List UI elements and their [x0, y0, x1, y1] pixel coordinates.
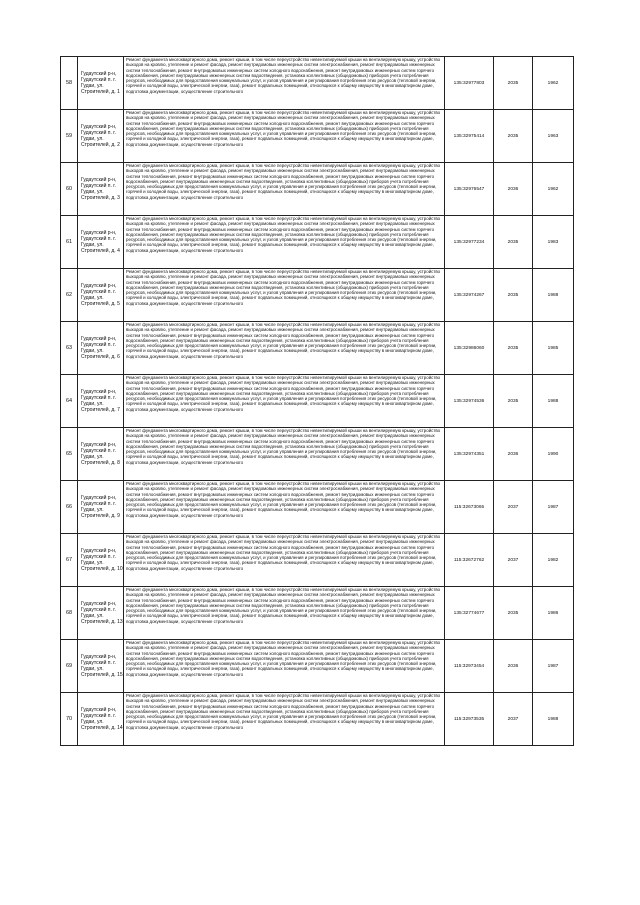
table-row [61, 110, 574, 163]
work-description [124, 640, 445, 693]
cadastral-number: 135:32975414 [445, 110, 494, 163]
row-number: 66 [61, 481, 78, 534]
house-address: Гудаутский р-н, Гудаутский п. г. Гудаи, ул. Строителей, д. 6 [78, 322, 124, 375]
repair-year: 2037 [494, 693, 533, 746]
table-row [61, 693, 574, 746]
repair-year: 2035 [494, 57, 533, 110]
house-address: Гудаутский р-н, Гудаутский п. г. Гудаи, ул. Строителей, д. 4 [78, 216, 124, 269]
cadastral-number: 115:32672762 [445, 534, 494, 587]
work-description-text: Ремонт фундамента многоквартирного дома, ремонт крыши, в том числе переустройство невентилируемой крыши на вентилируемую крышу, устройство выходов на кровлю, утепление и ремонт фасада, ремонт внутридомовых инженерных систем электроснабжения, ремонт внутридомовых инженерных систем теплоснабжения, ремонт внутридомовых инженерных систем холодного водоснабжения, ремонт внутридомовых инженерных систем горячего водоснабжения, ремонт внутридомовых инженерных систем водоотведения, установка коллективных (общедомовых) приборов учета потребления ресурсов, необходимых для предоставления коммунальных услуг, и узлов управления и регулирования потребления этих ресурсов (тепловой энергии, горячей и холодной воды, электрической энергии, газа), ремонт подвальных помещений, относящихся к общему имуществу в многоквартирном доме, подготовка документации, осуществление строительного [126, 534, 441, 571]
cadastral-number: 135:32976547 [445, 163, 494, 216]
cadastral-number: 135:32986060 [445, 322, 494, 375]
row-number: 59 [61, 110, 78, 163]
work-description-text: Ремонт фундамента многоквартирного дома, ремонт крыши, в том числе переустройство невентилируемой крыши на вентилируемую крышу, устройство выходов на кровлю, утепление и ремонт фасада, ремонт внутридомовых инженерных систем электроснабжения, ремонт внутридомовых инженерных систем теплоснабжения, ремонт внутридомовых инженерных систем холодного водоснабжения, ремонт внутридомовых инженерных систем горячего водоснабжения, ремонт внутридомовых инженерных систем водоотведения, установка коллективных (общедомовых) приборов учета потребления ресурсов, необходимых для предоставления коммунальных услуг, и узлов управления и регулирования потребления этих ресурсов (тепловой энергии, горячей и холодной воды, электрической энергии, газа), ремонт подвальных помещений, относящихся к общему имуществу в многоквартирном доме, подготовка документации, осуществление строительного [126, 322, 441, 359]
work-description-text: Ремонт фундамента многоквартирного дома, ремонт крыши, в том числе переустройство невентилируемой крыши на вентилируемую крышу, устройство выходов на кровлю, утепление и ремонт фасада, ремонт внутридомовых инженерных систем электроснабжения, ремонт внутридомовых инженерных систем теплоснабжения, ремонт внутридомовых инженерных систем холодного водоснабжения, ремонт внутридомовых инженерных систем горячего водоснабжения, ремонт внутридомовых инженерных систем водоотведения, установка коллективных (общедомовых) приборов учета потребления ресурсов, необходимых для предоставления коммунальных услуг, и узлов управления и регулирования потребления этих ресурсов (тепловой энергии, горячей и холодной воды, электрической энергии, газа), ремонт подвальных помещений, относящихся к общему имуществу в многоквартирном доме, подготовка документации, осуществление строительного [126, 163, 441, 200]
work-description [124, 375, 445, 428]
work-description-text: Ремонт фундамента многоквартирного дома, ремонт крыши, в том числе переустройство невентилируемой крыши на вентилируемую крышу, устройство выходов на кровлю, утепление и ремонт фасада, ремонт внутридомовых инженерных систем электроснабжения, ремонт внутридомовых инженерных систем теплоснабжения, ремонт внутридомовых инженерных систем холодного водоснабжения, ремонт внутридомовых инженерных систем горячего водоснабжения, ремонт внутридомовых инженерных систем водоотведения, установка коллективных (общедомовых) приборов учета потребления ресурсов, необходимых для предоставления коммунальных услуг, и узлов управления и регулирования потребления этих ресурсов (тепловой энергии, горячей и холодной воды, электрической энергии, газа), ремонт подвальных помещений, относящихся к общему имуществу в многоквартирном доме, подготовка документации, осуществление строительного [126, 693, 441, 730]
work-description-text: Ремонт фундамента многоквартирного дома, ремонт крыши, в том числе переустройство невентилируемой крыши на вентилируемую крышу, устройство выходов на кровлю, утепление и ремонт фасада, ремонт внутридомовых инженерных систем электроснабжения, ремонт внутридомовых инженерных систем теплоснабжения, ремонт внутридомовых инженерных систем холодного водоснабжения, ремонт внутридомовых инженерных систем горячего водоснабжения, ремонт внутридомовых инженерных систем водоотведения, установка коллективных (общедомовых) приборов учета потребления ресурсов, необходимых для предоставления коммунальных услуг, и узлов управления и регулирования потребления этих ресурсов (тепловой энергии, горячей и холодной воды, электрической энергии, газа), ремонт подвальных помещений, относящихся к общему имуществу в многоквартирном доме, подготовка документации, осуществление строительного [126, 375, 441, 412]
house-address: Гудаутский р-н, Гудаутский п. г. Гудаи, ул. Строителей, д. 8 [78, 428, 124, 481]
repair-year: 2036 [494, 163, 533, 216]
table-row [61, 587, 574, 640]
capital-repair-table [60, 56, 574, 746]
work-description-text: Ремонт фундамента многоквартирного дома, ремонт крыши, в том числе переустройство невентилируемой крыши на вентилируемую крышу, устройство выходов на кровлю, утепление и ремонт фасада, ремонт внутридомовых инженерных систем электроснабжения, ремонт внутридомовых инженерных систем теплоснабжения, ремонт внутридомовых инженерных систем холодного водоснабжения, ремонт внутридомовых инженерных систем горячего водоснабжения, ремонт внутридомовых инженерных систем водоотведения, установка коллективных (общедомовых) приборов учета потребления ресурсов, необходимых для предоставления коммунальных услуг, и узлов управления и регулирования потребления этих ресурсов (тепловой энергии, горячей и холодной воды, электрической энергии, газа), ремонт подвальных помещений, относящихся к общему имуществу в многоквартирном доме, подготовка документации, осуществление строительного [126, 57, 441, 94]
row-number: 69 [61, 640, 78, 693]
table-row [61, 322, 574, 375]
work-description-text: Ремонт фундамента многоквартирного дома, ремонт крыши, в том числе переустройство невентилируемой крыши на вентилируемую крышу, устройство выходов на кровлю, утепление и ремонт фасада, ремонт внутридомовых инженерных систем электроснабжения, ремонт внутридомовых инженерных систем теплоснабжения, ремонт внутридомовых инженерных систем холодного водоснабжения, ремонт внутридомовых инженерных систем горячего водоснабжения, ремонт внутридомовых инженерных систем водоотведения, установка коллективных (общедомовых) приборов учета потребления ресурсов, необходимых для предоставления коммунальных услуг, и узлов управления и регулирования потребления этих ресурсов (тепловой энергии, горячей и холодной воды, электрической энергии, газа), ремонт подвальных помещений, относящихся к общему имуществу в многоквартирном доме, подготовка документации, осуществление строительного [126, 481, 441, 518]
cadastral-number: 115:32973454 [445, 640, 494, 693]
cadastral-number: 135:32774677 [445, 587, 494, 640]
repair-year: 2036 [494, 640, 533, 693]
table-row [61, 216, 574, 269]
house-address: Гудаутский р-н, Гудаутский п. г. Гудаи, ул. Строителей, д. 2 [78, 110, 124, 163]
cadastral-number: 135:32977803 [445, 57, 494, 110]
table-row [61, 534, 574, 587]
work-description-text: Ремонт фундамента многоквартирного дома, ремонт крыши, в том числе переустройство невентилируемой крыши на вентилируемую крышу, устройство выходов на кровлю, утепление и ремонт фасада, ремонт внутридомовых инженерных систем электроснабжения, ремонт внутридомовых инженерных систем теплоснабжения, ремонт внутридомовых инженерных систем холодного водоснабжения, ремонт внутридомовых инженерных систем горячего водоснабжения, ремонт внутридомовых инженерных систем водоотведения, установка коллективных (общедомовых) приборов учета потребления ресурсов, необходимых для предоставления коммунальных услуг, и узлов управления и регулирования потребления этих ресурсов (тепловой энергии, горячей и холодной воды, электрической энергии, газа), ремонт подвальных помещений, относящихся к общему имуществу в многоквартирном доме, подготовка документации, осуществление строительного [126, 110, 441, 147]
repair-year: 2035 [494, 216, 533, 269]
work-description [124, 534, 445, 587]
build-year: 1988 [533, 693, 574, 746]
cadastral-number: 135:32974536 [445, 375, 494, 428]
work-description [124, 322, 445, 375]
work-description-text: Ремонт фундамента многоквартирного дома, ремонт крыши, в том числе переустройство невентилируемой крыши на вентилируемую крышу, устройство выходов на кровлю, утепление и ремонт фасада, ремонт внутридомовых инженерных систем электроснабжения, ремонт внутридомовых инженерных систем теплоснабжения, ремонт внутридомовых инженерных систем холодного водоснабжения, ремонт внутридомовых инженерных систем горячего водоснабжения, ремонт внутридомовых инженерных систем водоотведения, установка коллективных (общедомовых) приборов учета потребления ресурсов, необходимых для предоставления коммунальных услуг, и узлов управления и регулирования потребления этих ресурсов (тепловой энергии, горячей и холодной воды, электрической энергии, газа), ремонт подвальных помещений, относящихся к общему имуществу в многоквартирном доме, подготовка документации, осуществление строительного [126, 269, 441, 306]
work-description-text: Ремонт фундамента многоквартирного дома, ремонт крыши, в том числе переустройство невентилируемой крыши на вентилируемую крышу, устройство выходов на кровлю, утепление и ремонт фасада, ремонт внутридомовых инженерных систем электроснабжения, ремонт внутридомовых инженерных систем теплоснабжения, ремонт внутридомовых инженерных систем холодного водоснабжения, ремонт внутридомовых инженерных систем горячего водоснабжения, ремонт внутридомовых инженерных систем водоотведения, установка коллективных (общедомовых) приборов учета потребления ресурсов, необходимых для предоставления коммунальных услуг, и узлов управления и регулирования потребления этих ресурсов (тепловой энергии, горячей и холодной воды, электрической энергии, газа), ремонт подвальных помещений, относящихся к общему имуществу в многоквартирном доме, подготовка документации, осуществление строительного [126, 428, 441, 465]
cadastral-number: 135:32974267 [445, 269, 494, 322]
build-year: 1963 [533, 110, 574, 163]
row-number: 64 [61, 375, 78, 428]
table-row [61, 163, 574, 216]
table-row [61, 269, 574, 322]
work-description [124, 481, 445, 534]
table-row [61, 428, 574, 481]
row-number: 58 [61, 57, 78, 110]
table-row [61, 640, 574, 693]
repair-year: 2036 [494, 428, 533, 481]
build-year: 1987 [533, 481, 574, 534]
house-address: Гудаутский р-н, Гудаутский п. г. Гудаи, ул. Строителей, д. 13 [78, 587, 124, 640]
house-address: Гудаутский р-н, Гудаутский п. г. Гудаи, ул. Строителей, д. 1 [78, 57, 124, 110]
build-year: 1982 [533, 534, 574, 587]
cadastral-number: 115:32973535 [445, 693, 494, 746]
work-description-text: Ремонт фундамента многоквартирного дома, ремонт крыши, в том числе переустройство невентилируемой крыши на вентилируемую крышу, устройство выходов на кровлю, утепление и ремонт фасада, ремонт внутридомовых инженерных систем электроснабжения, ремонт внутридомовых инженерных систем теплоснабжения, ремонт внутридомовых инженерных систем холодного водоснабжения, ремонт внутридомовых инженерных систем горячего водоснабжения, ремонт внутридомовых инженерных систем водоотведения, установка коллективных (общедомовых) приборов учета потребления ресурсов, необходимых для предоставления коммунальных услуг, и узлов управления и регулирования потребления этих ресурсов (тепловой энергии, горячей и холодной воды, электрической энергии, газа), ремонт подвальных помещений, относящихся к общему имуществу в многоквартирном доме, подготовка документации, осуществление строительного [126, 587, 441, 624]
cadastral-number: 135:32977234 [445, 216, 494, 269]
repair-year: 2037 [494, 481, 533, 534]
row-number: 68 [61, 587, 78, 640]
row-number: 65 [61, 428, 78, 481]
house-address: Гудаутский р-н, Гудаутский п. г. Гудаи, ул. Строителей, д. 14 [78, 693, 124, 746]
row-number: 62 [61, 269, 78, 322]
table-row [61, 375, 574, 428]
table-row [61, 481, 574, 534]
repair-year: 2035 [494, 587, 533, 640]
build-year: 1962 [533, 57, 574, 110]
repair-year: 2035 [494, 375, 533, 428]
work-description [124, 587, 445, 640]
repair-year: 2035 [494, 322, 533, 375]
build-year: 1962 [533, 163, 574, 216]
table-body [61, 57, 574, 746]
row-number: 63 [61, 322, 78, 375]
work-description [124, 269, 445, 322]
work-description [124, 693, 445, 746]
work-description-text: Ремонт фундамента многоквартирного дома, ремонт крыши, в том числе переустройство невентилируемой крыши на вентилируемую крышу, устройство выходов на кровлю, утепление и ремонт фасада, ремонт внутридомовых инженерных систем электроснабжения, ремонт внутридомовых инженерных систем теплоснабжения, ремонт внутридомовых инженерных систем холодного водоснабжения, ремонт внутридомовых инженерных систем горячего водоснабжения, ремонт внутридомовых инженерных систем водоотведения, установка коллективных (общедомовых) приборов учета потребления ресурсов, необходимых для предоставления коммунальных услуг, и узлов управления и регулирования потребления этих ресурсов (тепловой энергии, горячей и холодной воды, электрической энергии, газа), ремонт подвальных помещений, относящихся к общему имуществу в многоквартирном доме, подготовка документации, осуществление строительного [126, 216, 441, 253]
repair-year: 2035 [494, 269, 533, 322]
work-description [124, 428, 445, 481]
build-year: 1988 [533, 269, 574, 322]
build-year: 1983 [533, 216, 574, 269]
house-address: Гудаутский р-н, Гудаутский п. г. Гудаи, ул. Строителей, д. 9 [78, 481, 124, 534]
repair-year: 2035 [494, 110, 533, 163]
build-year: 1990 [533, 428, 574, 481]
build-year: 1987 [533, 640, 574, 693]
build-year: 1985 [533, 322, 574, 375]
house-address: Гудаутский р-н, Гудаутский п. г. Гудаи, ул. Строителей, д. 10 [78, 534, 124, 587]
work-description [124, 57, 445, 110]
house-address: Гудаутский р-н, Гудаутский п. г. Гудаи, ул. Строителей, д. 7 [78, 375, 124, 428]
cadastral-number: 135:32974351 [445, 428, 494, 481]
row-number: 70 [61, 693, 78, 746]
work-description [124, 110, 445, 163]
work-description-text: Ремонт фундамента многоквартирного дома, ремонт крыши, в том числе переустройство невентилируемой крыши на вентилируемую крышу, устройство выходов на кровлю, утепление и ремонт фасада, ремонт внутридомовых инженерных систем электроснабжения, ремонт внутридомовых инженерных систем теплоснабжения, ремонт внутридомовых инженерных систем холодного водоснабжения, ремонт внутридомовых инженерных систем горячего водоснабжения, ремонт внутридомовых инженерных систем водоотведения, установка коллективных (общедомовых) приборов учета потребления ресурсов, необходимых для предоставления коммунальных услуг, и узлов управления и регулирования потребления этих ресурсов (тепловой энергии, горячей и холодной воды, электрической энергии, газа), ремонт подвальных помещений, относящихся к общему имуществу в многоквартирном доме, подготовка документации, осуществление строительного [126, 640, 441, 677]
table-row [61, 57, 574, 110]
build-year: 1986 [533, 587, 574, 640]
row-number: 60 [61, 163, 78, 216]
house-address: Гудаутский р-н, Гудаутский п. г. Гудаи, ул. Строителей, д. 15 [78, 640, 124, 693]
work-description [124, 216, 445, 269]
cadastral-number: 115:32673065 [445, 481, 494, 534]
work-description [124, 163, 445, 216]
house-address: Гудаутский р-н, Гудаутский п. г. Гудаи, ул. Строителей, д. 3 [78, 163, 124, 216]
house-address: Гудаутский р-н, Гудаутский п. г. Гудаи, ул. Строителей, д. 5 [78, 269, 124, 322]
row-number: 61 [61, 216, 78, 269]
build-year: 1988 [533, 375, 574, 428]
row-number: 67 [61, 534, 78, 587]
repair-year: 2037 [494, 534, 533, 587]
